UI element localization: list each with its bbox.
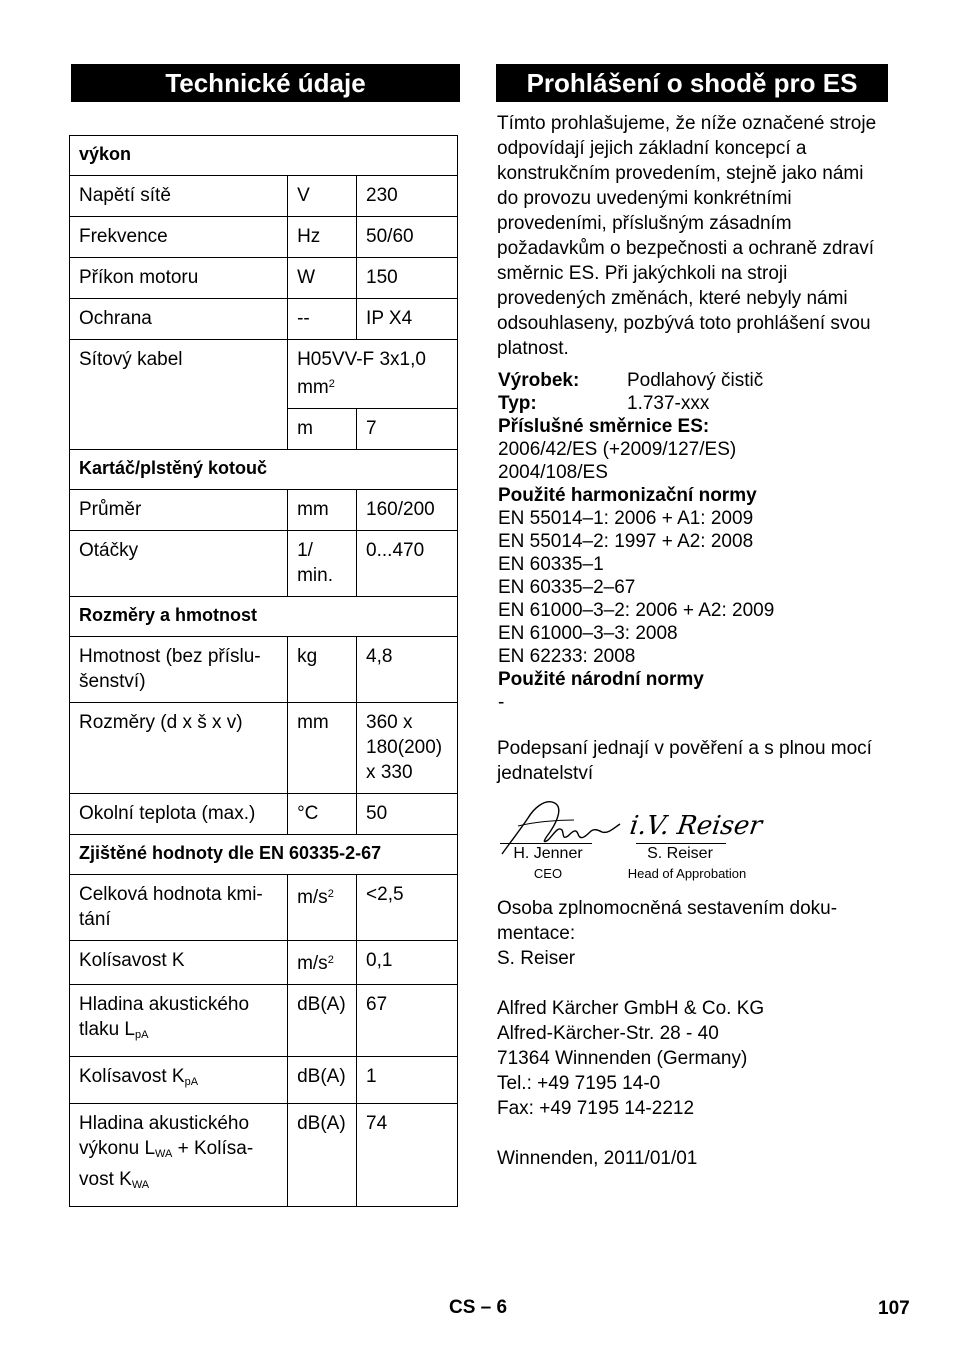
authorized-person <box>497 896 889 971</box>
row-unit: kg <box>288 637 357 703</box>
table-section-row <box>70 136 458 176</box>
row-label: Příkon motoru <box>70 258 288 299</box>
standard-item: EN 55014–1: 2006 + A1: 2009 <box>498 508 754 529</box>
row-value: 50/60 <box>357 217 458 258</box>
table-section-row <box>70 835 458 875</box>
type-row <box>498 392 890 415</box>
table-section-row <box>70 597 458 637</box>
table-row <box>70 258 458 299</box>
address-line: 71364 Winnenden (Germany) <box>497 1048 748 1069</box>
signatory-2-name: S. Reiser <box>647 845 713 862</box>
row-unit: mm <box>288 703 357 794</box>
address-line: Fax: +49 7195 14-2212 <box>497 1098 695 1119</box>
standard-item: EN 60335–1 <box>498 554 604 575</box>
address-line: Alfred-Kärcher-Str. 28 - 40 <box>497 1023 719 1044</box>
type-value: 1.737-xxx <box>627 393 710 414</box>
technical-data-table <box>69 135 458 1207</box>
row-value: 74 <box>357 1104 458 1207</box>
row-value: 150 <box>357 258 458 299</box>
subscript: WA <box>155 1148 173 1160</box>
row-value: <2,5 <box>357 875 458 941</box>
row-label: Okolní teplota (max.) <box>70 794 288 835</box>
unit-text: m/s <box>297 953 328 974</box>
signatory-2-role: Head of Approbation <box>627 866 747 881</box>
place-date: Winnenden, 2011/01/01 <box>497 1148 698 1169</box>
section-dimensions: Rozměry a hmotnost <box>70 597 458 637</box>
row-label: Kolísavost K <box>70 941 288 985</box>
footer-section-label: CS – 6 <box>449 1297 508 1318</box>
label-text: Hladina akustického tlaku L <box>79 994 250 1040</box>
company-address <box>497 996 889 1121</box>
national-label: Použité národní normy <box>498 669 704 690</box>
row-label: Otáčky <box>70 531 288 597</box>
product-value: Podlahový čistič <box>627 370 764 391</box>
table-row <box>70 875 458 941</box>
row-label: Frekvence <box>70 217 288 258</box>
signature-line <box>636 843 726 844</box>
row-label: Celková hodnota kmi-tání <box>70 875 288 941</box>
superscript: 2 <box>327 888 334 900</box>
row-value: IP X4 <box>357 299 458 340</box>
row-value: 360 x 180(200) x 330 <box>357 703 458 794</box>
row-label <box>70 1104 288 1207</box>
row-unit: Hz <box>288 217 357 258</box>
row-label: Průměr <box>70 490 288 531</box>
row-value: 0...470 <box>357 531 458 597</box>
row-unit: m <box>288 409 357 450</box>
row-unit: 1/ min. <box>288 531 357 597</box>
row-value: 230 <box>357 176 458 217</box>
product-label: Výrobek: <box>498 370 580 391</box>
row-unit <box>288 941 357 985</box>
signature-reiser <box>627 798 764 844</box>
row-label: Napětí sítě <box>70 176 288 217</box>
row-label <box>70 1057 288 1104</box>
signatory-1-name: H. Jenner <box>513 845 583 862</box>
standard-item: EN 55014–2: 1997 + A2: 2008 <box>498 531 754 552</box>
row-value: 160/200 <box>357 490 458 531</box>
row-unit <box>288 875 357 941</box>
cable-type: H05VV-F 3x1,0 mm <box>297 349 426 398</box>
table-row <box>70 1104 458 1207</box>
row-unit: -- <box>288 299 357 340</box>
label-text: Hladina akustického výkonu L <box>79 1113 250 1159</box>
subscript: pA <box>134 1029 149 1041</box>
table-row <box>70 490 458 531</box>
row-value: 50 <box>357 794 458 835</box>
table-row <box>70 176 458 217</box>
table-row <box>70 985 458 1057</box>
declaration-intro: Tímto prohlašujeme, že níže označené stroje odpovídají jejich základní koncepcí a konstrukčním provedením, stejně jako námi do provozu uvedenými konkrétními provedeními, příslušným zásadním požadavkům o bezpečnosti a ochraně zdraví směrnic ES. Při jakýchkoli na stroji provedených změnách, které nebyly námi odsouhlaseny, pozbývá toto prohlášení svou platnost. <box>497 113 877 359</box>
type-label: Typ: <box>498 393 537 414</box>
harmonized-label: Použité harmonizační normy <box>498 485 757 506</box>
row-unit: V <box>288 176 357 217</box>
row-unit: dB(A) <box>288 985 357 1057</box>
row-unit: dB(A) <box>288 1057 357 1104</box>
section-performance: výkon <box>70 136 458 176</box>
row-unit: °C <box>288 794 357 835</box>
address-line: Tel.: +49 7195 14-0 <box>497 1073 661 1094</box>
row-value: 0,1 <box>357 941 458 985</box>
row-label: Hmotnost (bez příslu-šenství) <box>70 637 288 703</box>
row-value: 7 <box>357 409 458 450</box>
standard-item: EN 61000–3–2: 2006 + A2: 2009 <box>498 600 775 621</box>
authorized-name: S. Reiser <box>497 948 576 969</box>
national-value: - <box>498 692 505 713</box>
row-unit: dB(A) <box>288 1104 357 1207</box>
table-row <box>70 217 458 258</box>
section-measured-values: Zjištěné hodnoty dle EN 60335-2-67 <box>70 835 458 875</box>
signature-line <box>500 843 592 844</box>
table-row <box>70 299 458 340</box>
directive-item: 2004/108/ES <box>498 462 608 483</box>
row-value: 67 <box>357 985 458 1057</box>
standard-item: EN 60335–2–67 <box>498 577 636 598</box>
row-value <box>288 340 458 409</box>
signatory-1-role: CEO <box>533 866 563 881</box>
standard-item: EN 61000–3–3: 2008 <box>498 623 678 644</box>
table-row <box>70 794 458 835</box>
signature-handwriting: i.V. Reiser <box>627 811 764 841</box>
unit-text: m/s <box>297 887 328 908</box>
row-label: Sítový kabel <box>70 340 288 450</box>
superscript: 2 <box>328 378 335 390</box>
address-line: Alfred Kärcher GmbH & Co. KG <box>497 998 765 1019</box>
section-brush: Kartáč/plstěný kotouč <box>70 450 458 490</box>
label-text: Kolísavost K <box>79 1066 185 1087</box>
subscript: pA <box>184 1076 199 1088</box>
product-row <box>498 369 890 392</box>
standard-item: EN 62233: 2008 <box>498 646 636 667</box>
page-number: 107 <box>878 1298 910 1319</box>
declaration-heading: Prohlášení o shodě pro ES <box>496 64 888 102</box>
table-row <box>70 637 458 703</box>
directives-label: Příslušné směrnice ES: <box>498 416 710 437</box>
row-value: 4,8 <box>357 637 458 703</box>
superscript: 2 <box>327 954 334 966</box>
table-section-row <box>70 450 458 490</box>
table-row <box>70 941 458 985</box>
directive-item: 2006/42/ES (+2009/127/ES) <box>498 439 737 460</box>
row-label <box>70 985 288 1057</box>
row-unit: W <box>288 258 357 299</box>
row-label: Ochrana <box>70 299 288 340</box>
authorized-text: Osoba zplnomocněná sestavením doku-mentace: <box>497 898 838 944</box>
technical-data-heading: Technické údaje <box>71 64 460 102</box>
signed-statement: Podepsaní jednají v pověření a s plnou mocí jednatelství <box>497 738 872 784</box>
declaration-details <box>498 369 890 714</box>
row-label: Rozměry (d x š x v) <box>70 703 288 794</box>
table-row <box>70 703 458 794</box>
table-row <box>70 1057 458 1104</box>
table-row <box>70 340 458 409</box>
subscript: WA <box>131 1179 150 1191</box>
row-value: 1 <box>357 1057 458 1104</box>
label-text: + Kolísa-vost K <box>79 1138 254 1190</box>
row-unit: mm <box>288 490 357 531</box>
table-row <box>70 531 458 597</box>
